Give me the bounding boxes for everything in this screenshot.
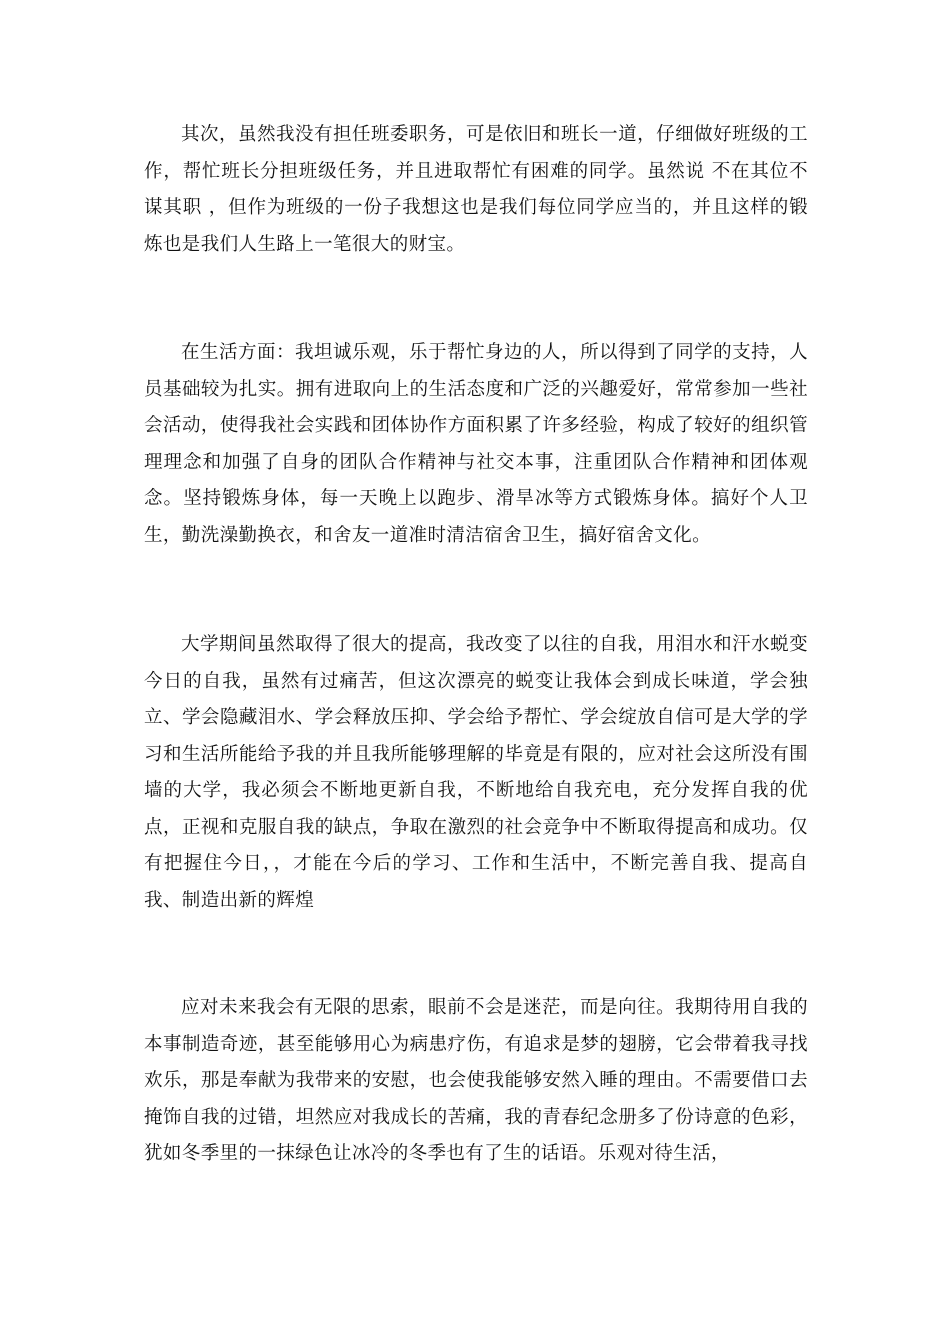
paragraph-university-progress: 大学期间虽然取得了很大的提高，我改变了以往的自我，用泪水和汗水蜕变今日的自我，虽然有过痛苦，但这次漂亮的蜕变让我体会到成长味道，学会独立、学会隐藏泪水、学会释放压抑、学会给予帮忙、学会绽放自信可是大学的学习和生活所能给予我的并且我所能够理解的毕竟是有限的，应对社会这所没有围墙的大学，我必须会不断地更新自我，不断地给自我充电，充分发挥自我的优点，正视和克服自我的缺点，争取在激烈的社会竞争中不断取得提高和成功。仅有把握住今日，，才能在今后的学习、工作和生活中，不断完善自我、提高自我、制造出新的辉煌 [144,634,808,911]
paragraph-class-work: 其次，虽然我没有担任班委职务，可是依旧和班长一道，仔细做好班级的工作，帮忙班长分担班级任务，并且进取帮忙有困难的同学。虽然说 不在其位不谋其职 ，但作为班级的一份子我想这也是我们每位同学应当的，并且这样的锻炼也是我们人生路上一笔很大的财宝。 [144,124,808,255]
paragraph-life-aspect: 在生活方面：我坦诚乐观，乐于帮忙身边的人，所以得到了同学的支持，人员基础较为扎实。拥有进取向上的生活态度和广泛的兴趣爱好，常常参加一些社会活动，使得我社会实践和团体协作方面积累了许多经验，构成了较好的组织管理理念和加强了自身的团队合作精神与社交本事，注重团队合作精神和团体观念。坚持锻炼身体，每一天晚上以跑步、滑旱冰等方式锻炼身体。搞好个人卫生，勤洗澡勤换衣，和舍友一道准时清洁宿舍卫生，搞好宿舍文化。 [144,342,808,546]
paragraph-future-outlook: 应对未来我会有无限的思索，眼前不会是迷茫，而是向往。我期待用自我的本事制造奇迹，甚至能够用心为病患疗伤，有追求是梦的翅膀，它会带着我寻找欢乐，那是奉献为我带来的安慰，也会使我能够安然入睡的理由。不需要借口去掩饰自我的过错，坦然应对我成长的苦痛，我的青春纪念册多了份诗意的色彩，犹如冬季里的一抹绿色让冰冷的冬季也有了生的话语。乐观对待生活， [144,997,808,1164]
